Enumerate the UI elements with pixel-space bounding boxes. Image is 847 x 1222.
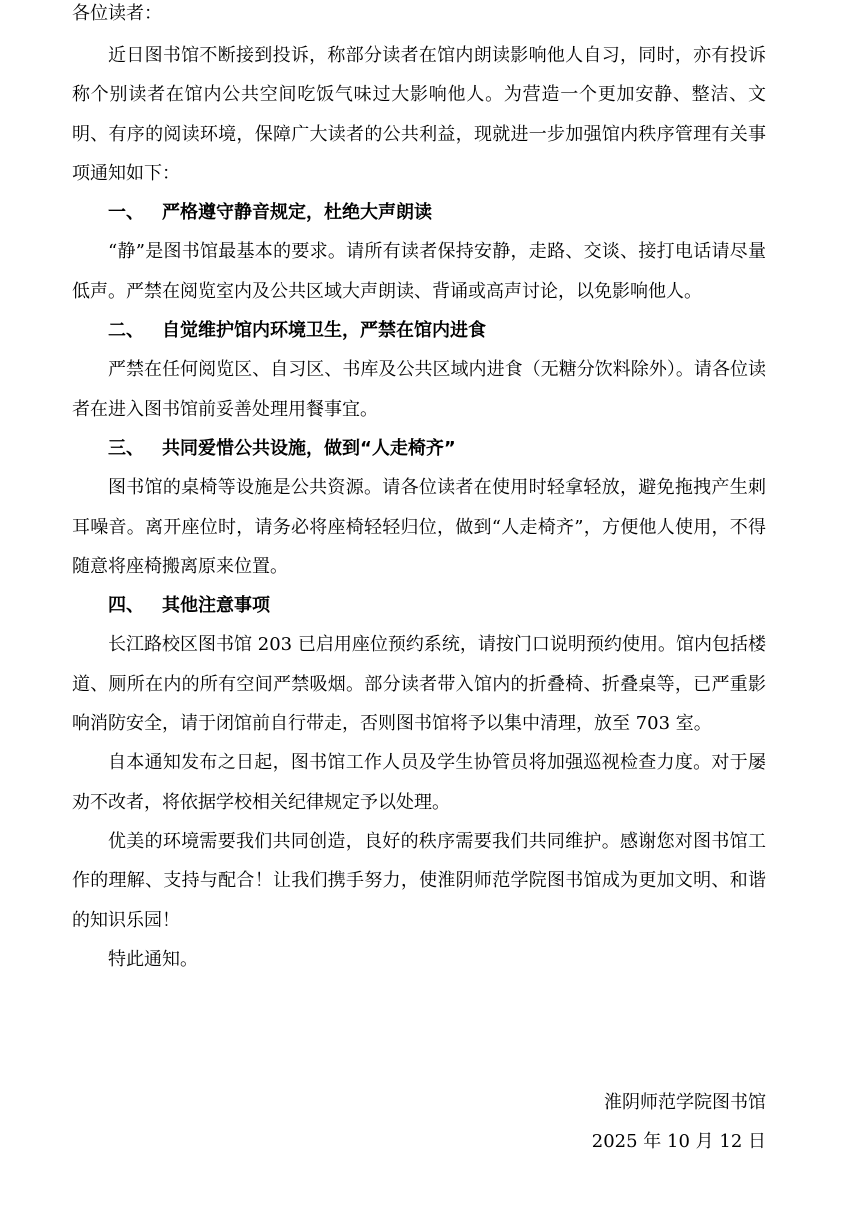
section-3-body: 图书馆的桌椅等设施是公共资源。请各位读者在使用时轻拿轻放，避免拖拽产生刺耳噪音。离开座位时，请务必将座椅轻轻归位，做到“人走椅齐”，方便他人使用，不得随意将座椅搬离原来位置。	[72, 477, 766, 577]
section-3-title: 共同爱惜公共设施，做到“人走椅齐”	[162, 437, 456, 459]
section-1-body: “静”是图书馆最基本的要求。请所有读者保持安静，走路、交谈、接打电话请尽量低声。严禁在阅览室内及公共区域大声朗读、背诵或高声讨论，以免影响他人。	[72, 241, 766, 302]
section-3-heading	[72, 429, 766, 468]
signature-date: 2025 年 10 月 12 日	[591, 1131, 766, 1152]
section-4-heading	[72, 586, 766, 625]
intro-paragraph: 近日图书馆不断接到投诉，称部分读者在馆内朗读影响他人自习，同时，亦有投诉称个别读者在馆内公共空间吃饭气味过大影响他人。为营造一个更加安静、整洁、文明、有序的阅读环境，保障广大读者的公共利益，现就进一步加强馆内秩序管理有关事项通知如下：	[72, 45, 766, 184]
section-2-body: 严禁在任何阅览区、自习区、书库及公共区域内进食（无糖分饮料除外）。请各位读者在进入图书馆前妥善处理用餐事宜。	[72, 359, 766, 420]
section-4-body: 长江路校区图书馆 203 已启用座位预约系统，请按门口说明预约使用。馆内包括楼道、厕所在内的所有空间严禁吸烟。部分读者带入馆内的折叠椅、折叠桌等，已严重影响消防安全，请于闭馆前自行带走，否则图书馆将予以集中清理，放至 703 室。	[72, 634, 766, 735]
salutation: 各位读者：	[72, 3, 162, 24]
signature-organization: 淮阴师范学院图书馆	[604, 1092, 766, 1113]
closing-paragraph-3: 特此通知。	[108, 948, 198, 970]
section-2-number: 二、	[108, 320, 144, 342]
section-1-title: 严格遵守静音规定，杜绝大声朗读	[162, 202, 432, 224]
section-1-heading	[72, 193, 766, 232]
notice-document	[72, 0, 766, 1152]
closing-paragraph-1: 自本通知发布之日起，图书馆工作人员及学生协管员将加强巡视检查力度。对于屡劝不改者，将依据学校相关纪律规定予以处理。	[72, 752, 766, 813]
section-2-heading	[72, 311, 766, 350]
section-4-title: 其他注意事项	[162, 595, 270, 617]
section-4-number: 四、	[108, 595, 144, 617]
section-3-number: 三、	[108, 437, 144, 459]
section-2-title: 自觉维护馆内环境卫生，严禁在馆内进食	[162, 320, 486, 342]
closing-paragraph-2: 优美的环境需要我们共同创造，良好的秩序需要我们共同维护。感谢您对图书馆工作的理解、支持与配合！让我们携手努力，使淮阴师范学院图书馆成为更加文明、和谐的知识乐园！	[72, 830, 766, 931]
section-1-number: 一、	[108, 202, 144, 224]
